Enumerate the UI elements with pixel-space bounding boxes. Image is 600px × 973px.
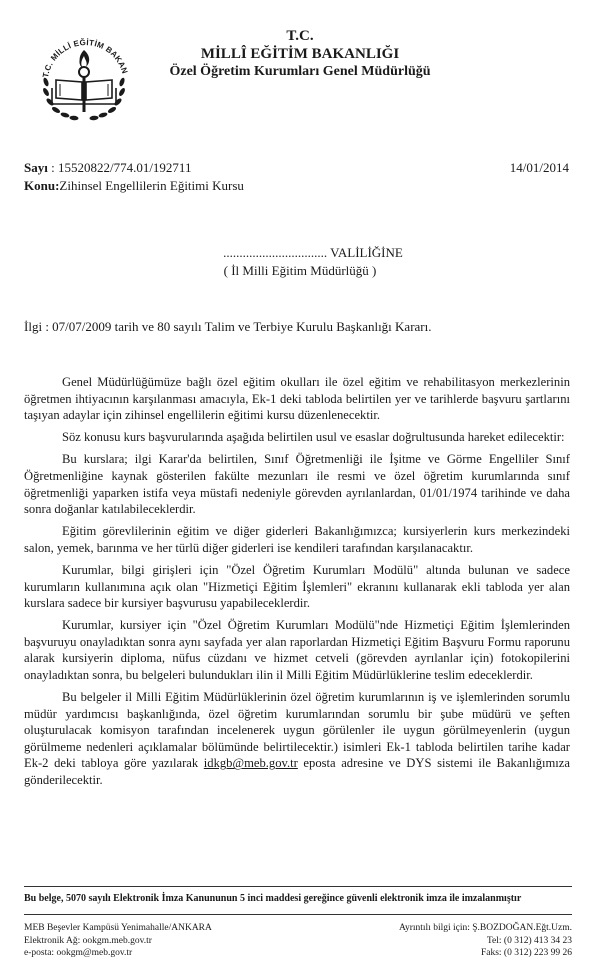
ministry-emblem-icon: [34, 16, 134, 126]
addressee: [0, 244, 600, 280]
footer-address-block: [24, 922, 212, 960]
reference-line: [24, 318, 432, 336]
document-date: 14/01/2014: [509, 160, 569, 175]
konu-line: [24, 177, 569, 195]
ministry-logo: [34, 16, 134, 126]
body-paragraph-6: Kurumlar, kursiyer için "Özel Öğretim Kurumları Modülü"nde Hizmetiçi Eğitim İşlemlerinden başvuruyu onayladıktan sonra aynı sayfada yer alan raporlardan Hizmetiçi Eğitim Başvuru Formu raporunu alarak kursiyerin diploma, nüfus cüzdanı ve hizmet cetveli (görevden ayrılanlar için) fotokopilerini onayladıktan sonra, bu belgeleri bulundukları ilin il Milli Eğitim Müdürlüklerine teslim edeceklerdir.: [24, 618, 570, 682]
footer-divider-bottom: [24, 914, 572, 915]
letterhead: [150, 28, 450, 81]
body-paragraph-1: Genel Müdürlüğümüze bağlı özel eğitim okulları ile özel eğitim ve rehabilitasyon merkezlerinin öğretmen ihtiyacının karşılanması amacıyla, Ek-1 deki tabloda belirtilen yer ve tarihlerde başvuru şartlarını taşıyan adaylar için zihinsel engellilerin eğitimi kursu düzenlenecektir.: [24, 375, 570, 423]
sayi-value: : 15520822/774.01/192711: [51, 160, 192, 175]
konu-value: Zihinsel Engellilerin Eğitimi Kursu: [59, 178, 244, 193]
footer-email: e-posta: ookgm@meb.gov.tr: [24, 948, 133, 958]
document-meta: [24, 159, 569, 195]
body-paragraph-4: Eğitim görevlilerinin eğitim ve diğer giderleri Bakanlığımızca; kursiyerlerin kurs merkezindeki salon, yemek, barınma ve her türlü diğer giderleri ise kendileri tarafından karşılanacaktır.: [24, 524, 570, 555]
footer-address: MEB Beşevler Kampüsü Yenimahalle/ANKARA: [24, 923, 212, 933]
header-tc: T.C.: [286, 28, 314, 44]
footer-fax: Faks: (0 312) 223 99 26: [480, 948, 572, 958]
body-paragraph-7: [24, 689, 570, 789]
header-directorate: Özel Öğretim Kurumları Genel Müdürlüğü: [169, 64, 431, 79]
konu-label: Konu:: [24, 178, 60, 193]
addressee-line2: ( İl Milli Eğitim Müdürlüğü ): [223, 263, 377, 278]
body-paragraph-2: Söz konusu kurs başvurularında aşağıda belirtilen usul ve esaslar doğrultusunda hareket edilecektir:: [62, 430, 565, 445]
addressee-line1: ................................ VALİLİĞİNE: [223, 245, 403, 260]
svg-text:T.C. MİLLİ EĞİTİM BAKANLIĞI: [34, 16, 129, 78]
body-paragraph-7-end: eposta adresine ve DYS sistemi ile Bakanlığımıza gönderilecektir.: [24, 756, 570, 788]
reference-label: İlgi: [24, 319, 43, 334]
email-link[interactable]: idkgb@meb.gov.tr: [203, 756, 298, 771]
sayi-line: [24, 159, 191, 177]
sayi-label: Sayı: [24, 160, 48, 175]
body-paragraph-3: Bu kurslara; ilgi Karar'da belirtilen, Sınıf Öğretmenliği ile İşitme ve Görme Engelliler Sınıf Öğretmenliğine kaynak gösterilen fakülte mezunları ile resmi ve özel öğretim kurumlarında sınıf öğretmenliği yaparken istifa veya müstafi nedeniyle görevden ayrılanlardan, 01/01/1974 tarihinde ve daha sonra doğanlar katılabileceklerdir.: [24, 452, 570, 517]
body-paragraph-7-text: Bu belgeler il Milli Eğitim Müdürlüklerinin özel öğretim kurumlarının iş ve işlemlerinden sorumlu müdür yardımcısı başkanlığında, özel öğretim kurumlarından sorumlu bir şube müdürü ve şeften oluşturulacak komisyon tarafından incelenerek uygun görülenler ile uygun görülmeyenlerin (uygun görülmeme nedenleri açıklamalar bölümünde belirtilecektir.) isimleri Ek-1 tabloda belirtilen tarihe kadar Ek-2 deki tabloya göre yazılarak: [24, 690, 570, 771]
footer-contact-block: [399, 922, 572, 960]
body-paragraph-5: Kurumlar, bilgi girişleri için "Özel Öğretim Kurumları Modülü" altında bulunan ve sadece kurumların kullanımına açık olan "Hizmetiçi Eğitim İşlemleri" ekranını kullanarak ekli tabloda yer alan kurslara sadece bir kursiyer başvurusu yapabileceklerdir.: [24, 562, 570, 611]
logo-ring-text: T.C. MİLLİ EĞİTİM BAKAN: [41, 37, 130, 79]
reference-text: : 07/07/2009 tarih ve 80 sayılı Talim ve Terbiye Kurulu Başkanlığı Kararı.: [45, 319, 432, 334]
footer-tel: Tel: (0 312) 413 34 23: [486, 935, 572, 946]
footer-divider-top: [24, 886, 572, 887]
esign-note: Bu belge, 5070 sayılı Elektronik İmza Kanununun 5 inci maddesi gereğince güvenli elektronik imza ile imzalanmıştır: [24, 893, 522, 904]
footer-contact: Ayrıntılı bilgi için: Ş.BOZDOĞAN.Eğt.Uzm.: [398, 923, 572, 933]
header-ministry: MİLLÎ EĞİTİM BAKANLIĞI: [200, 46, 400, 62]
footer-web: Elektronik Ağ: ookgm.meb.gov.tr: [24, 935, 152, 946]
letter-body: [24, 374, 570, 794]
